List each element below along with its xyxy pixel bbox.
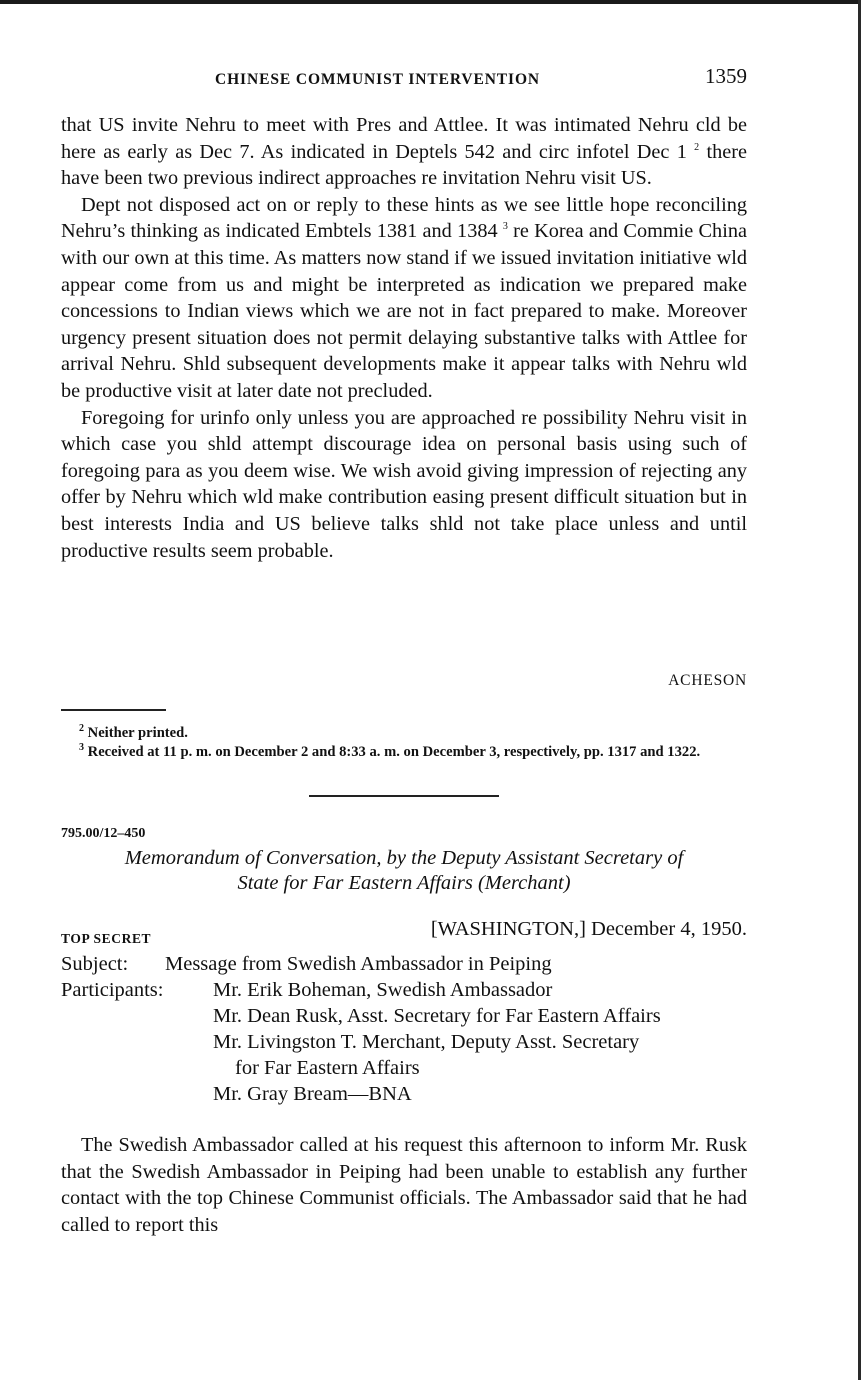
page-number: 1359 <box>705 64 747 88</box>
participants-label: Participants: <box>61 979 164 1001</box>
participant-4: Mr. Gray Bream—BNA <box>213 1083 412 1105</box>
participants-row <box>61 977 747 1003</box>
participant-2: Mr. Dean Rusk, Asst. Secretary for Far Eastern Affairs <box>213 1005 661 1027</box>
footnote-2: $^2$ Neither printed. <box>79 723 188 741</box>
top-edge-shadow <box>0 0 861 4</box>
footnote-ref-2: 2 <box>694 141 700 153</box>
classification: TOP SECRET <box>61 931 152 946</box>
file-number: 795.00/12–450 <box>61 826 146 841</box>
section-divider <box>309 795 499 797</box>
footnote-divider <box>61 709 166 711</box>
footnotes <box>61 724 747 761</box>
page-header <box>61 64 747 94</box>
dateline: [WASHINGTON,] December 4, 1950. <box>430 918 747 940</box>
participant-1: Mr. Erik Boheman, Swedish Ambassador <box>213 979 553 1001</box>
paragraph-1: that US invite Nehru to meet with Pres and Attlee. It was intimated Nehru cld be here as early as Dec 7. As indicated in Deptels 542 and circ infotel Dec 1 $^2$ there have been two previous indirect approaches re invitation Nehru visit US. <box>61 114 748 190</box>
participant-3-continued: for Far Eastern Affairs <box>235 1057 420 1079</box>
participant-3: Mr. Livingston T. Merchant, Deputy Asst. Secretary <box>213 1031 640 1053</box>
memo-title-line-1: Memorandum of Conversation, by the Deputy Assistant Secretary of <box>124 847 684 869</box>
memo-body-paragraph: The Swedish Ambassador called at his request this afternoon to inform Mr. Rusk that the Swedish Ambassador in Peiping had been unable to establish any further contact with the top Chinese Communist officials. The Ambassador said that he had called to report this <box>61 1134 747 1237</box>
signature: ACHESON <box>668 672 747 689</box>
subject-value: Message from Swedish Ambassador in Peiping <box>165 953 552 975</box>
memo-title-line-2: State for Far Eastern Affairs (Merchant) <box>237 872 571 894</box>
subject-label: Subject: <box>61 953 129 975</box>
footnote-ref-3: 3 <box>502 221 508 233</box>
subject-row <box>61 951 747 977</box>
memo-metadata <box>61 951 747 1107</box>
paragraph-3: Foregoing for urinfo only unless you are approached re possibility Nehru visit in which case you shld attempt discourage idea on personal basis using such of foregoing para as you deem wise. We wish avoid giving impression of rejecting any offer by Nehru which wld make contribution easing present difficult situation but in best interests India and US believe talks shld not take place unless and until productive results seem probable. <box>61 406 747 562</box>
memo-title <box>61 846 747 896</box>
footnote-3: $^3$ Received at 11 p. m. on December 2 and 8:33 a. m. on December 3, respectively, pp. 1317 and 1322. <box>79 741 701 760</box>
running-title: CHINESE COMMUNIST INTERVENTION <box>215 71 541 88</box>
telegram-body <box>61 112 747 564</box>
paragraph-2: Dept not disposed act on or reply to these hints as we see little hope reconciling Nehru’s thinking as indicated Embtels 1381 and 1384 $^3$ re Korea and Commie China with our own at this time. As matters now stand if we issued invitation initiative wld appear come from us and might be interpreted as indication we prepared make concessions to Indian views which we are not in fact prepared to make. Moreover urgency present situation does not permit delaying substantive talks with Attlee for arrival Nehru. Shld subsequent developments make it appear talks with Nehru wld be productive visit at later date not precluded. <box>61 193 747 402</box>
